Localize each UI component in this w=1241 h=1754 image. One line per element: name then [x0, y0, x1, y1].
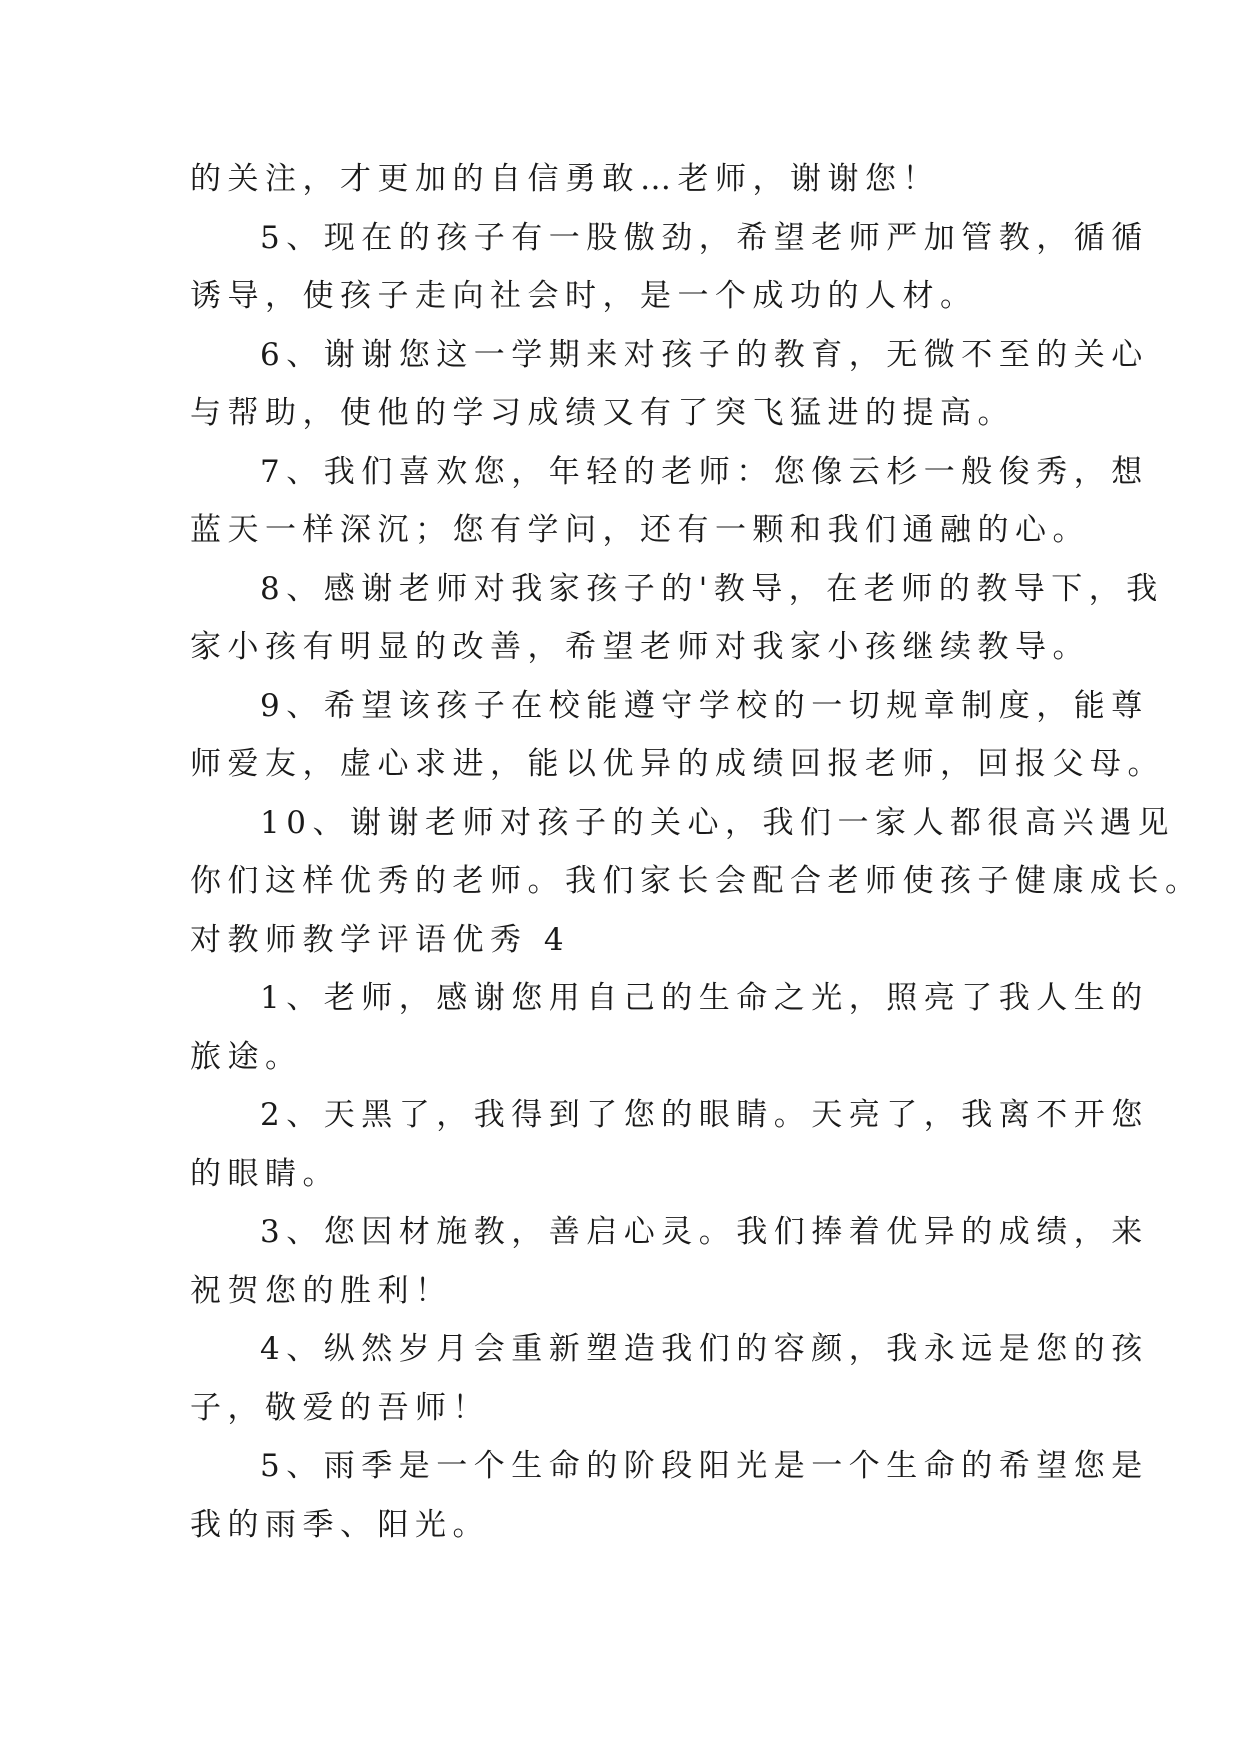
- section-heading: 对教师教学评语优秀 4: [190, 921, 571, 958]
- text-line: 祝贺您的胜利！: [190, 1272, 453, 1309]
- text-line: 6、谢谢您这一学期来对孩子的教育，无微不至的关心: [260, 336, 1149, 373]
- text-line: 2、天黑了，我得到了您的眼睛。天亮了，我离不开您: [260, 1097, 1149, 1133]
- text-line: 你们这样优秀的老师。我们家长会配合老师使孩子健康成长。: [190, 863, 1203, 899]
- text-line: 的眼睛。: [190, 1155, 340, 1192]
- text-line: 5、现在的孩子有一股傲劲，希望老师严加管教，循循: [260, 219, 1149, 256]
- text-line: 师爱友，虚心求进，能以优异的成绩回报老师，回报父母。: [190, 746, 1165, 782]
- document-body: [190, 150, 1203, 1554]
- text-line: 4、纵然岁月会重新塑造我们的容颜，我永远是您的孩: [260, 1331, 1149, 1367]
- text-line: 5、雨季是一个生命的阶段阳光是一个生命的希望您是: [260, 1448, 1149, 1484]
- text-line: 8、感谢老师对我家孩子的'教导，在老师的教导下，我: [260, 570, 1164, 607]
- text-line: 子，敬爱的吾师！: [190, 1389, 490, 1426]
- text-line: 1、老师，感谢您用自己的生命之光，照亮了我人生的: [260, 980, 1149, 1016]
- text-line: 的关注，才更加的自信勇敢…老师，谢谢您！: [190, 161, 940, 197]
- text-line: 10、谢谢老师对孩子的关心，我们一家人都很高兴遇见: [260, 804, 1175, 841]
- text-line: 旅途。: [190, 1038, 303, 1075]
- text-line: 3、您因材施教，善启心灵。我们捧着优异的成绩，来: [260, 1214, 1149, 1250]
- text-line: 诱导，使孩子走向社会时，是一个成功的人材。: [190, 278, 978, 314]
- text-line: 7、我们喜欢您，年轻的老师：您像云杉一般俊秀，想: [260, 453, 1149, 490]
- text-line: 9、希望该孩子在校能遵守学校的一切规章制度，能尊: [260, 687, 1149, 724]
- text-line: 家小孩有明显的改善，希望老师对我家小孩继续教导。: [190, 629, 1090, 665]
- text-line: 与帮助，使他的学习成绩又有了突飞猛进的提高。: [190, 395, 1015, 431]
- text-line: 蓝天一样深沉；您有学问，还有一颗和我们通融的心。: [190, 512, 1090, 548]
- text-line: 我的雨季、阳光。: [190, 1506, 490, 1543]
